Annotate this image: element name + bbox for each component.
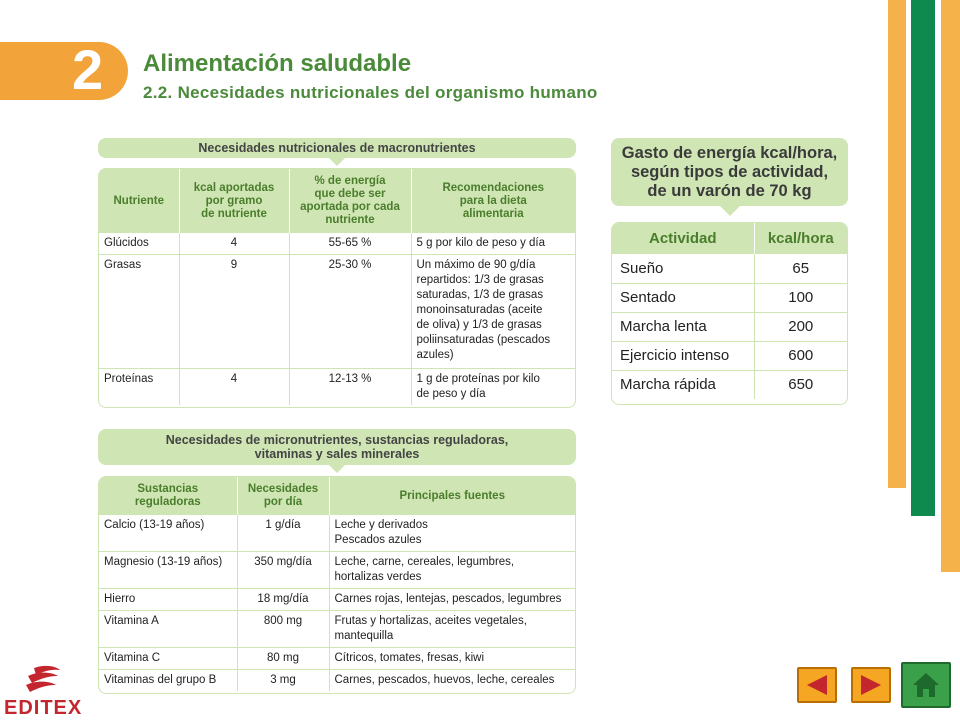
micro-cell: Carnes, pescados, huevos, leche, cereales [334, 674, 555, 686]
table-row [99, 369, 575, 406]
table-row [99, 515, 575, 552]
table-row [612, 341, 847, 370]
next-button[interactable] [851, 667, 891, 703]
micro-header-daily-needs: Necesidades por día [237, 477, 329, 515]
decorative-stripe-green [911, 0, 935, 516]
energy-cell: 65 [754, 254, 847, 283]
micro-cell: Carnes rojas, lentejas, pescados, legumbres [329, 589, 575, 611]
table-row [99, 589, 575, 611]
micro-cell: 80 mg [237, 648, 329, 670]
chapter-tab [0, 38, 128, 101]
micro-banner: Necesidades de micronutrientes, sustancias reguladoras, vitaminas y sales minerales [98, 429, 576, 465]
page-subtitle: 2.2. Necesidades nutricionales del organismo humano [143, 83, 598, 102]
micro-cell: 1 g/día [237, 515, 329, 552]
energy-cell: Sentado [612, 283, 754, 312]
micro-cell: Calcio (13-19 años) [99, 515, 237, 552]
macro-cell: 4 [179, 233, 289, 255]
macro-header-recommendations: Recomendaciones para la dieta alimentaria [411, 169, 575, 233]
micro-cell: 350 mg/día [237, 552, 329, 589]
micro-cell: Cítricos, tomates, fresas, kiwi [329, 648, 575, 670]
macro-cell: 25-30 % [289, 255, 411, 369]
table-row [612, 312, 847, 341]
micro-cell: Hierro [99, 589, 237, 611]
table-row [99, 233, 575, 255]
energy-cell: 600 [754, 341, 847, 370]
micro-header-substances: Sustancias reguladoras [99, 477, 237, 515]
table-row [612, 370, 847, 399]
macro-cell: 55-65 % [289, 233, 411, 255]
macro-header-nutrient: Nutriente [99, 169, 179, 233]
editex-logo-icon [4, 664, 82, 698]
table-row [99, 611, 575, 648]
micro-cell: Magnesio (13-19 años) [99, 552, 237, 589]
decorative-stripe-orange-right [941, 0, 960, 572]
table-row [99, 255, 575, 369]
micro-table [98, 476, 576, 694]
micro-cell: Leche, carne, cereales, legumbres, hortalizas verdes [329, 552, 575, 589]
table-row [612, 283, 847, 312]
home-button[interactable] [901, 662, 951, 708]
macro-table [98, 168, 576, 408]
energy-table [611, 222, 848, 405]
energy-header-activity: Actividad [612, 223, 754, 254]
energy-cell: Marcha lenta [612, 312, 754, 341]
energy-header-kcal: kcal/hora [754, 223, 847, 254]
micro-cell: Vitamina C [99, 648, 237, 670]
table-row [99, 648, 575, 670]
micro-cell: 18 mg/día [237, 589, 329, 611]
micro-cell: 800 mg [237, 611, 329, 648]
previous-button[interactable] [797, 667, 837, 703]
triangle-left-icon [805, 674, 829, 696]
macro-header-kcal: kcal aportadas por gramo de nutriente [179, 169, 289, 233]
micro-cell: Vitaminas del grupo B [99, 670, 237, 692]
micro-cell: Frutas y hortalizas, aceites vegetales, mantequilla [329, 611, 575, 648]
macro-cell: Grasas [99, 255, 179, 369]
macro-banner: Necesidades nutricionales de macronutrientes [98, 138, 576, 158]
chapter-number: 2 [72, 38, 104, 101]
table-row [99, 670, 575, 692]
micro-header-sources: Principales fuentes [329, 477, 575, 515]
energy-banner: Gasto de energía kcal/hora, según tipos de actividad, de un varón de 70 kg [611, 138, 848, 206]
macro-cell: Glúcidos [99, 233, 179, 255]
macro-cell: Proteínas [99, 369, 179, 406]
decorative-stripe-orange [888, 0, 906, 488]
micro-cell: Vitamina A [99, 611, 237, 648]
editex-logo-text: EDITEX [4, 697, 83, 719]
micro-cell: 3 mg [237, 670, 329, 692]
table-row [99, 552, 575, 589]
table-row [612, 254, 847, 283]
energy-cell: 100 [754, 283, 847, 312]
energy-cell: 650 [788, 376, 814, 394]
macro-cell: 9 [179, 255, 289, 369]
macro-cell: 12-13 % [289, 369, 411, 406]
energy-cell: Marcha rápida [612, 370, 754, 399]
energy-cell: Sueño [612, 254, 754, 283]
energy-cell: 200 [754, 312, 847, 341]
home-icon [911, 671, 941, 699]
macro-cell: 1 g de proteínas por kilo de peso y día [416, 373, 540, 400]
triangle-right-icon [859, 674, 883, 696]
macro-header-energy-percent: % de energía que debe ser aportada por cada nutriente [289, 169, 411, 233]
macro-cell: Un máximo de 90 g/día repartidos: 1/3 de grasas saturadas, 1/3 de grasas monoinsaturadas (aceite de oliva) y 1/3 de grasas poliinsaturadas (pescados azules) [411, 255, 575, 369]
macro-cell: 4 [179, 369, 289, 406]
page-title: Alimentación saludable [143, 50, 412, 77]
energy-cell: Ejercicio intenso [612, 341, 754, 370]
macro-cell: 5 g por kilo de peso y día [411, 233, 575, 255]
micro-cell: Leche y derivados Pescados azules [329, 515, 575, 552]
